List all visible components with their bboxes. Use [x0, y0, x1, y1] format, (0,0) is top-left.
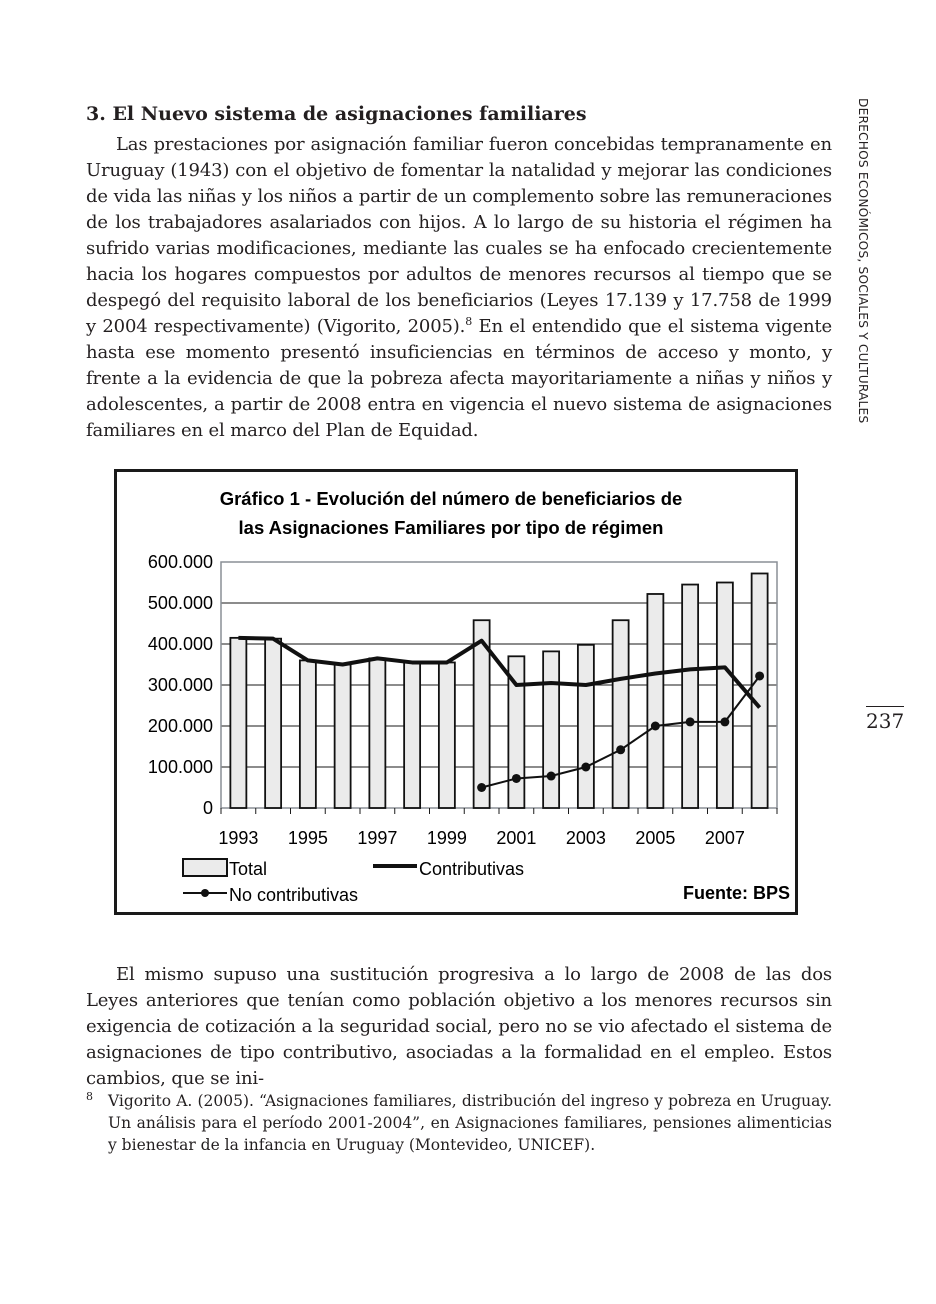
bar-total [335, 665, 351, 809]
x-tick-label: 2003 [565, 828, 606, 848]
bar-total [404, 662, 420, 808]
x-tick-label: 2001 [496, 828, 537, 848]
x-tick-label: 2007 [704, 828, 745, 848]
bar-total [230, 638, 246, 808]
chart-title-line-2: las Asignaciones Familiares por tipo de régimen [238, 517, 664, 538]
x-tick-label: 2005 [635, 828, 676, 848]
legend [183, 859, 524, 905]
chart-figure [114, 469, 798, 915]
x-tick-label: 1995 [287, 828, 328, 848]
bar-total [682, 585, 698, 808]
y-tick-label: 300.000 [147, 675, 213, 695]
y-axis-ticks [148, 552, 213, 818]
x-axis-ticks [218, 808, 777, 848]
page-number: 237 [866, 706, 904, 733]
footnote-text: Vigorito A. (2005). “Asignaciones familiares, distribución del ingreso y pobreza en Uruguay. Un análisis para el período 2001-2004”, en Asignaciones familiares, pensiones alimenticias y bienestar de la infancia en Uruguay (Montevideo, UNICEF). [108, 1092, 832, 1154]
bar-total [717, 583, 733, 809]
paragraph-1 [86, 132, 832, 444]
y-tick-label: 400.000 [147, 634, 213, 654]
paragraph-1-text: Las prestaciones por asignación familiar fueron concebidas tempranamente en Uruguay (1943) con el objetivo de fomentar la natalidad y mejorar las condiciones de vida las niñas y los niños a partir de un complemento sobre las remuneraciones de los trabajadores asalariados con hijos. A lo largo de su historia el régimen ha sufrido varias modificaciones, mediante las cuales se ha enfocado crecientemente hacia los hogares compuestos por adultos de menores recursos al tiempo que se despegó del requisito laboral de los beneficiarios (Leyes 17.139 y 17.758 de 1999 y 2004 respectivamente) (Vigorito, 2005). [86, 134, 832, 337]
bar-total [647, 594, 663, 808]
section-heading: 3. El Nuevo sistema de asignaciones familiares [86, 103, 587, 125]
chart-source: Fuente: BPS [682, 883, 790, 903]
legend-no-contributivas-marker [201, 889, 209, 897]
running-header-vertical [852, 98, 888, 443]
point-no-contributivas [477, 783, 486, 792]
bar-total [752, 573, 768, 808]
bars-total [230, 573, 767, 808]
paragraph-2: El mismo supuso una sustitución progresiva a lo largo de 2008 de las dos Leyes anteriores que tenían como población objetivo a los menores recursos sin exigencia de cotización a la seguridad social, pero no se vio afectado el sistema de asignaciones de tipo contributivo, asociadas a la formalidad en el empleo. Estos cambios, que se ini- [86, 964, 832, 1089]
x-tick-label: 1999 [426, 828, 467, 848]
y-tick-label: 100.000 [147, 757, 213, 777]
legend-no-contributivas-label: No contributivas [229, 885, 359, 905]
running-header-text: DERECHOS ECONÓMICOS, SOCIALES Y CULTURALES [856, 98, 870, 424]
point-no-contributivas [651, 722, 660, 731]
footnote-number: 8 [86, 1090, 93, 1103]
x-tick-label: 1993 [218, 828, 259, 848]
point-no-contributivas [581, 763, 590, 772]
bar-total [543, 651, 559, 808]
legend-total-label: Total [229, 859, 268, 879]
point-no-contributivas [720, 717, 729, 726]
paragraph-1-text-continued: En el entendido que el sistema vigente hasta ese momento presentó insuficiencias en términos de acceso y monto, y frente a la evidencia de que la pobreza afecta mayoritariamente a niñas y niños y adolescentes, a partir de 2008 entra en vigencia el nuevo sistema de asignaciones familiares en el marco del Plan de Equidad. [86, 316, 832, 441]
chart-title-line-1: Gráfico 1 - Evolución del número de beneficiarios de [219, 488, 683, 509]
point-no-contributivas [547, 772, 556, 781]
footnote-reference[interactable]: 8 [465, 315, 473, 328]
bar-total [439, 662, 455, 808]
point-no-contributivas [616, 745, 625, 754]
x-tick-label: 1997 [357, 828, 398, 848]
y-tick-label: 200.000 [147, 716, 213, 736]
point-no-contributivas [755, 671, 764, 680]
legend-total-swatch [183, 859, 227, 876]
point-no-contributivas [686, 717, 695, 726]
chart-svg [117, 472, 795, 912]
bar-total [613, 620, 629, 808]
y-tick-label: 600.000 [147, 552, 213, 572]
footnote [86, 1090, 832, 1156]
point-no-contributivas [512, 774, 521, 783]
legend-contributivas-label: Contributivas [419, 859, 525, 879]
y-tick-label: 0 [202, 798, 213, 818]
bar-total [265, 639, 281, 808]
y-tick-label: 500.000 [147, 593, 213, 613]
bar-total [578, 645, 594, 808]
bar-total [369, 658, 385, 808]
bar-total [300, 660, 316, 808]
